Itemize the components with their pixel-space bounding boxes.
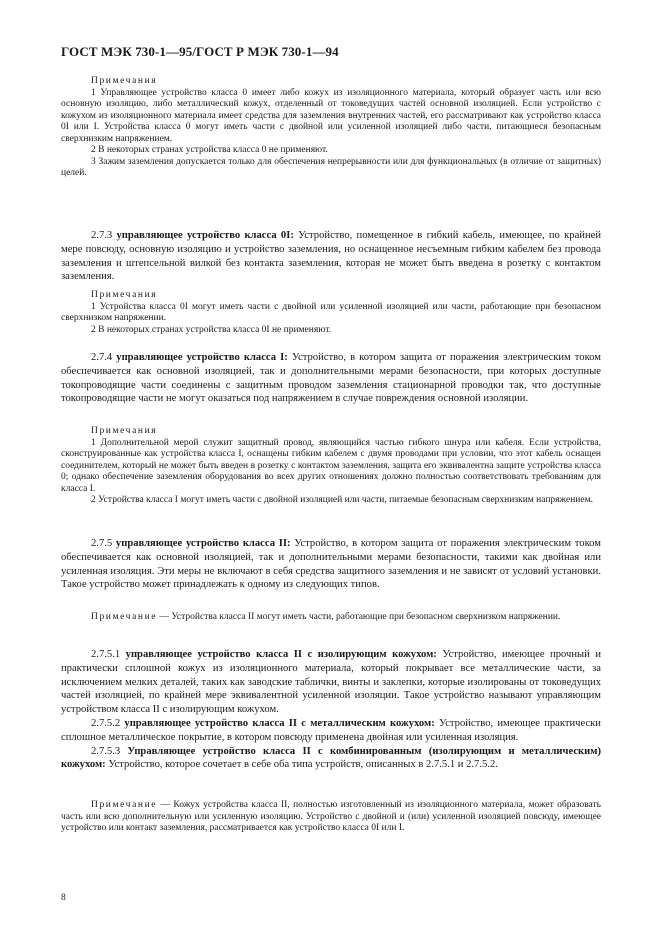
clause-text: Устройство, в котором защита от поражения электрическим током обеспечивается как основной изоляцией, так и дополнительными мерами безопасности, такими как двойная или усиленная изоляция. Эти меры не включают в себя средства защитного заземления и не зависят от условий установки. Такое устройство может принадлежать к одному из следующих типов. — [61, 538, 601, 591]
notes-class-0 — [61, 76, 601, 180]
note-text: — Устройства класса II могут иметь части, работающие при безопасном сверхнизком напряжении. — [157, 612, 561, 622]
clause-2-7-5-1 — [61, 648, 601, 717]
clause-text: Устройство, имеющее практически сплошное металлическое покрытие, в котором повсюду применена двойная или усиленная изоляция. — [61, 717, 601, 743]
clause-number: 2.7.4 — [91, 352, 113, 363]
note-paragraph: 1 Устройства класса 0I могут иметь части с двойной или усиленной изоляцией или части, работающие при безопасном сверхнизком напряжении. — [61, 301, 601, 323]
notes-class-0I — [61, 290, 601, 336]
note-paragraph: 1 Управляющее устройство класса 0 имеет либо кожух из изоляционного материала, который образует часть или всю основную изоляцию, либо металлический кожух, отделенный от токоведущих частей основной изоляцией. Если устройство с кожухом из изоляционного материала имеет средства для заземления внутренних частей, его рассматривают как устройство класса 0I или I. Устройства класса 0 могут иметь части с двойной или усиленной изоляцией либо части, питающиеся безопасным сверхнизким напряжением. — [61, 87, 601, 144]
notes-heading: Примечания — [91, 76, 158, 86]
notes-heading: Примечания — [91, 426, 158, 436]
note-text: — Кожух устройства класса II, полностью изготовленный из изоляционного материала, может образовать часть или всю дополнительную или усиленную изоляцию. Устройство с двойной и (или) усиленной изоляцией повсюду, имеющее устройство или контакт заземления, рассматривается как устройство класса 0I или I. — [61, 800, 601, 833]
clause-2-7-5-2 — [61, 717, 601, 745]
note-heading: Примечание — [91, 612, 158, 622]
note-paragraph: 3 Зажим заземления допускается только для обеспечения непрерывности или для функциональных (в отличие от защитных) целей. — [61, 156, 601, 178]
clause-2-7-4 — [61, 351, 601, 406]
clause-number: 2.7.5.1 — [91, 649, 121, 660]
notes-heading: Примечания — [91, 290, 158, 300]
clause-text: Устройство, в котором защита от поражения электрическим током обеспечивается как основной изоляцией, так и дополнительными мерами безопасности, при которых доступные токопроводящие части соединены с защитным проводом заземления стационарной проводки так, что доступные токопроводящие части не могут оказаться под напряжением в случае повреждения основной изоляции. — [61, 352, 601, 405]
note-paragraph: 2 В некоторых странах устройства класса 0I не применяют. — [91, 324, 332, 335]
clause-text: Устройство, имеющее прочный и практически сплошной кожух из изоляционного материала, который покрывает все металлические части, за исключением мелких деталей, таких как заводские таблички, винты и заклепки, которые изолированы от токоведущих частей изоляцией, по крайней мере эквивалентной усиленной изоляции. Такое устройство называют управляющим устройством класса II с изолирующим кожухом. — [61, 649, 601, 716]
clause-2-7-5-3 — [61, 745, 601, 773]
clause-term: управляющее устройство класса II с изолирующим кожухом: — [125, 649, 437, 660]
note-class-II — [61, 612, 601, 624]
note-paragraph: 2 Устройства класса I могут иметь части с двойной изоляцией или части, питаемые безопасным сверхнизким напряжением. — [91, 495, 593, 505]
clause-number: 2.7.5.2 — [91, 717, 121, 729]
note-heading: Примечание — [91, 800, 158, 810]
clause-text: Устройство, помещенное в гибкий кабель, имеющее, по крайней мере повсюду, основную изоляцию и устройство заземления, но оснащенное несъемным гибким кабелем без провода заземления и штепсельной вилкой без контакта заземления, которая не может быть введена в розетку с контактом заземления. — [61, 230, 601, 283]
clause-term: управляющее устройство класса I: — [116, 352, 288, 363]
notes-class-I — [61, 426, 601, 507]
note-paragraph: 1 Дополнительной мерой служит защитный провод, являющийся частью гибкого шнура или кабеля. Если устройства, сконструированные как устройства класса I, оснащены гибким кабелем с двумя проводами при условии, что этот кабель оснащен соединителем, который не может быть введен в розетку с контактом заземления, защита его эквивалентна защите устройства класса 0; однако обеспечение заземления оборудования во всех других отношениях должно полностью соответствовать требованиям для класса I. — [61, 437, 601, 494]
clause-text: Устройство, которое сочетает в себе оба типа устройств, описанных в 2.7.5.1 и 2.7.5.2. — [105, 759, 498, 771]
clause-term: управляющее устройство класса II: — [115, 538, 291, 549]
clause-term: управляющее устройство класса II с металлическим кожухом: — [124, 717, 435, 729]
clause-term: Управляющее устройство класса II с комбинированным (изолирующим и металлическим) кожухом: — [61, 745, 601, 771]
clause-term: управляющее устройство класса 0I: — [116, 230, 294, 241]
clauses-2-7-5-x — [61, 648, 601, 772]
note-paragraph: 2 В некоторых странах устройства класса 0 не применяют. — [91, 145, 328, 155]
clause-number: 2.7.5.3 — [91, 745, 121, 757]
note-class-II-enclosure — [61, 800, 601, 835]
clause-number: 2.7.5 — [91, 538, 113, 549]
clause-2-7-3 — [61, 229, 601, 284]
clause-2-7-5 — [61, 537, 601, 592]
page-number: 8 — [61, 893, 66, 903]
page-header: ГОСТ МЭК 730-1—95/ГОСТ Р МЭК 730-1—94 — [61, 44, 339, 59]
clause-number: 2.7.3 — [91, 230, 113, 241]
